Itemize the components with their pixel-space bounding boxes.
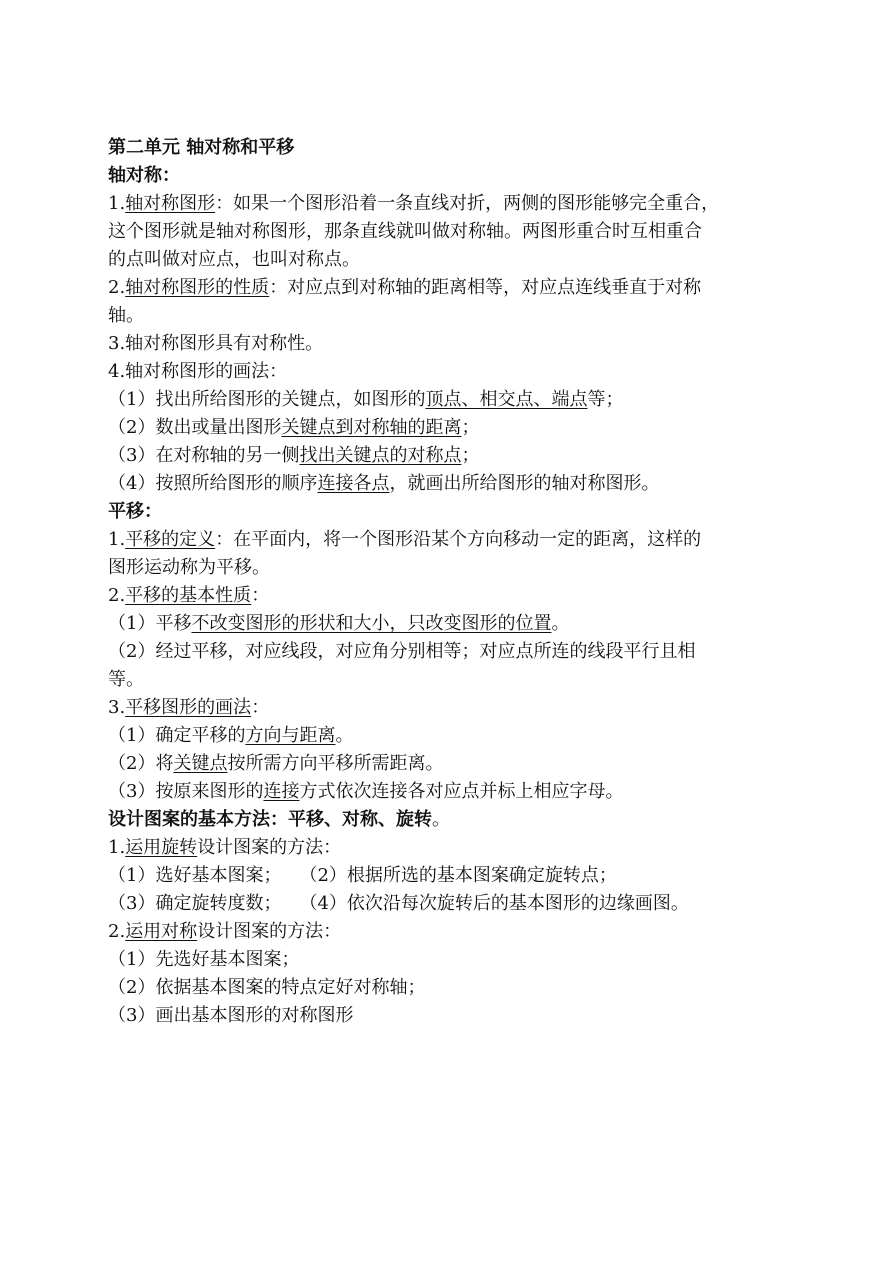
text-segment: 设计图案的方法： <box>197 921 342 942</box>
underlined-term: 连接 <box>263 781 300 802</box>
text-segment: （4）按照所给图形的顺序 <box>108 473 318 494</box>
text-segment: 。 <box>432 809 450 830</box>
text-segment: （4）依次沿每次旋转后的基本图形的边缘画图。 <box>299 893 689 914</box>
paragraph-line <box>108 918 808 946</box>
bold-heading-text: 设计图案的基本方法：平移、对称、旋转 <box>108 809 432 830</box>
underlined-term: 不改变图形的形状和大小，只改变图形的位置 <box>191 613 552 634</box>
paragraph-line: 这个图形就是轴对称图形，那条直线就叫做对称轴。两图形重合时互相重合 <box>108 221 702 242</box>
unit-title: 第二单元 轴对称和平移 <box>108 137 295 158</box>
paragraph-line: 4.轴对称图形的画法： <box>108 361 288 382</box>
text-segment: （1）找出所给图形的关键点，如图形的 <box>108 389 426 410</box>
paragraph-line: 轴。 <box>108 305 144 326</box>
text-segment: ： <box>251 585 270 606</box>
paragraph-line <box>108 694 808 722</box>
text-segment: ：对应点到对称轴的距离相等，对应点连线垂直于对称 <box>269 277 702 298</box>
list-step <box>108 470 808 498</box>
section-heading-translation: 平移： <box>108 501 162 522</box>
list-step <box>108 386 808 414</box>
document-page <box>108 134 808 1030</box>
item-number: 2. <box>108 921 126 942</box>
item-number: 2. <box>108 277 126 298</box>
text-segment: ：如果一个图形沿着一条直线对折，两侧的图形能够完全重合， <box>215 193 720 214</box>
underlined-term: 运用对称 <box>125 921 198 942</box>
text-segment: （1）平移 <box>108 613 192 634</box>
list-step <box>108 890 808 918</box>
item-number: 2. <box>108 585 126 606</box>
list-step: （1）先选好基本图案； <box>108 949 300 970</box>
paragraph-line <box>108 190 808 218</box>
text-segment: 按所需方向平移所需距离。 <box>227 753 444 774</box>
list-step: （2）经过平移，对应线段，对应角分别相等；对应点所连的线段平行且相 <box>108 641 696 662</box>
underlined-term: 连接各点 <box>317 473 390 494</box>
text-segment: 方式依次连接各对应点并标上相应字母。 <box>299 781 624 802</box>
underlined-term: 关键点到对称轴的距离 <box>281 417 462 438</box>
item-number: 1. <box>108 193 126 214</box>
text-segment: ； <box>461 445 480 466</box>
paragraph-line <box>108 526 808 554</box>
text-segment: （2）数出或量出图形 <box>108 417 282 438</box>
text-segment: ： <box>251 697 270 718</box>
underlined-term: 轴对称图形 <box>125 193 216 214</box>
list-step <box>108 610 808 638</box>
list-step <box>108 750 808 778</box>
underlined-term: 平移的定义 <box>125 529 216 550</box>
item-number: 1. <box>108 837 126 858</box>
underlined-term: 顶点、相交点、端点 <box>425 389 588 410</box>
item-number: 3. <box>108 697 126 718</box>
list-step: 等。 <box>108 669 144 690</box>
underlined-term: 轴对称图形的性质 <box>125 277 270 298</box>
text-segment: （1）确定平移的 <box>108 725 246 746</box>
paragraph-line <box>108 274 808 302</box>
text-segment: ，就画出所给图形的轴对称图形。 <box>389 473 660 494</box>
list-step <box>108 722 808 750</box>
underlined-term: 平移图形的画法 <box>125 697 252 718</box>
underlined-term: 关键点 <box>173 753 228 774</box>
underlined-term: 找出关键点的对称点 <box>299 445 462 466</box>
text-segment: （3）确定旋转度数； <box>108 893 282 914</box>
section-heading-pattern-design <box>108 806 808 834</box>
paragraph-line: 的点叫做对应点，也叫对称点。 <box>108 249 360 270</box>
underlined-term: 平移的基本性质 <box>125 585 252 606</box>
paragraph-line <box>108 834 808 862</box>
list-step <box>108 778 808 806</box>
paragraph-line: 图形运动称为平移。 <box>108 557 270 578</box>
list-step <box>108 862 808 890</box>
paragraph-line <box>108 582 808 610</box>
text-segment: 等； <box>587 389 624 410</box>
text-segment: （2）根据所选的基本图案确定旋转点； <box>299 865 617 886</box>
underlined-term: 方向与距离 <box>245 725 336 746</box>
text-segment: （1）选好基本图案； <box>108 865 282 886</box>
item-number: 1. <box>108 529 126 550</box>
list-step <box>108 442 808 470</box>
text-segment: （3）在对称轴的另一侧 <box>108 445 300 466</box>
text-segment: ：在平面内，将一个图形沿某个方向移动一定的距离，这样的 <box>215 529 702 550</box>
text-segment: 。 <box>551 613 570 634</box>
text-segment: 设计图案的方法： <box>197 837 342 858</box>
text-segment: 。 <box>335 725 354 746</box>
text-segment: （2）将 <box>108 753 174 774</box>
text-segment: ； <box>461 417 480 438</box>
underlined-term: 运用旋转 <box>125 837 198 858</box>
list-step <box>108 414 808 442</box>
list-step: （3）画出基本图形的对称图形 <box>108 1005 354 1026</box>
paragraph-line: 3.轴对称图形具有对称性。 <box>108 333 324 354</box>
text-segment: （3）按原来图形的 <box>108 781 264 802</box>
section-heading-axial-symmetry: 轴对称： <box>108 165 180 186</box>
list-step: （2）依据基本图案的特点定好对称轴； <box>108 977 426 998</box>
